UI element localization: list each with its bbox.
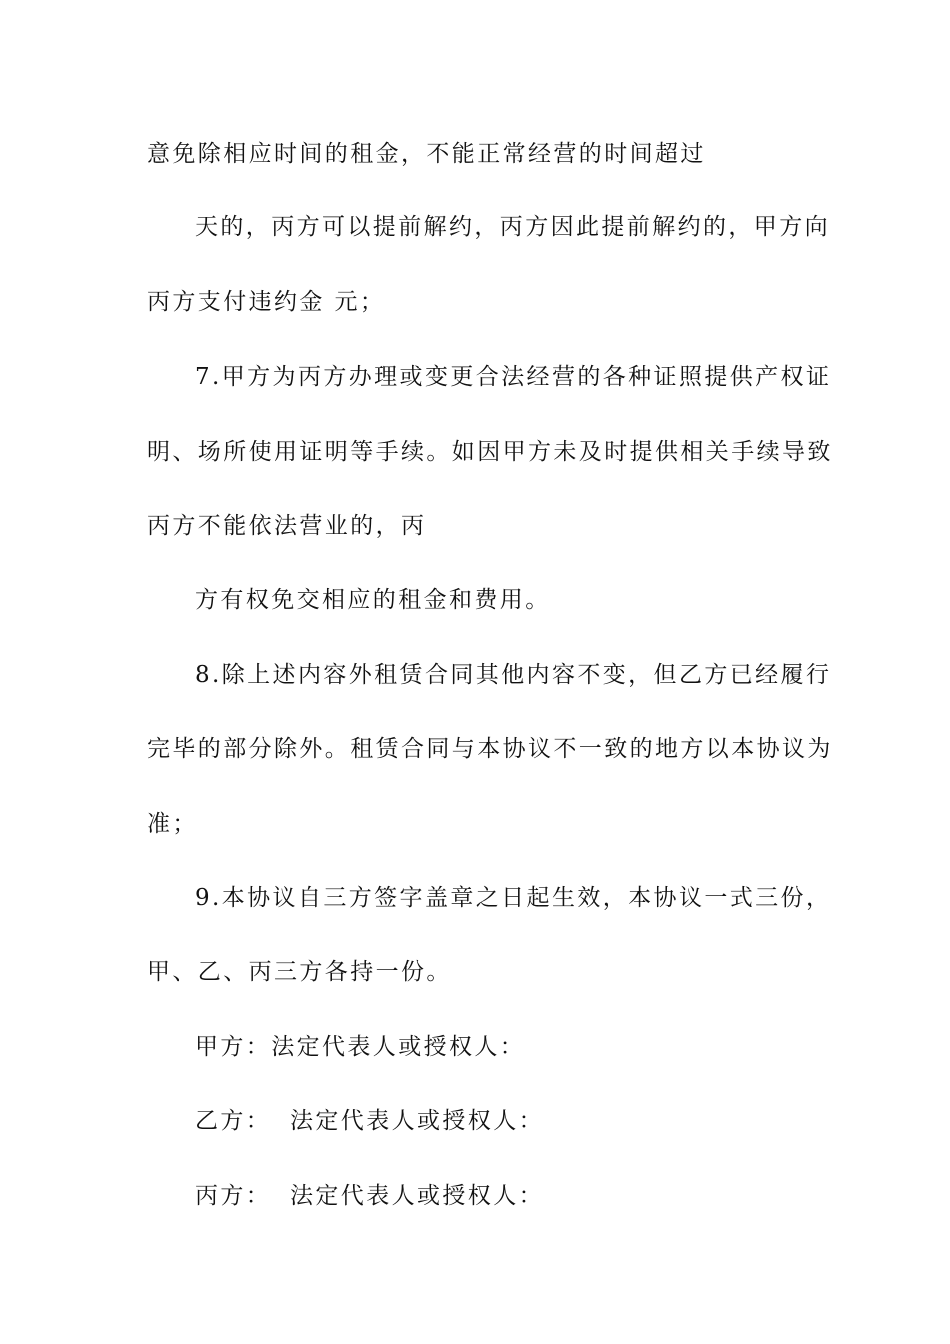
clause-8-line-2: 完毕的部分除外。租赁合同与本协议不一致的地方以本协议为: [147, 736, 833, 762]
party-c-representative: 法定代表人或授权人：: [290, 1183, 544, 1209]
clause-8-line-3: 准；: [147, 811, 198, 837]
clause-7-line-2: 明、场所使用证明等手续。如因甲方未及时提供相关手续导致: [147, 439, 833, 465]
paragraph-line-3: 丙方支付违约金 元；: [147, 289, 386, 315]
paragraph-line-1: 意免除相应时间的租金，不能正常经营的时间超过: [147, 141, 706, 167]
clause-7-line-3: 丙方不能依法营业的，丙: [147, 513, 427, 539]
clause-7-line-1: 7.甲方为丙方办理或变更合法经营的各种证照提供产权证: [195, 364, 832, 390]
clause-9-line-2: 甲、乙、丙三方各持一份。: [147, 959, 452, 985]
clause-8-line-1: 8.除上述内容外租赁合同其他内容不变，但乙方已经履行: [195, 662, 832, 688]
party-c-label: 丙方：: [195, 1183, 272, 1209]
paragraph-line-2: 天的，丙方可以提前解约，丙方因此提前解约的，甲方向: [195, 214, 830, 240]
party-b-label: 乙方：: [195, 1108, 272, 1134]
clause-7-line-4: 方有权免交相应的租金和费用。: [195, 587, 551, 613]
party-b-representative: 法定代表人或授权人：: [290, 1108, 544, 1134]
signature-party-a: 甲方：法定代表人或授权人：: [195, 1034, 526, 1060]
clause-9-line-1: 9.本协议自三方签字盖章之日起生效，本协议一式三份，: [195, 885, 832, 911]
signature-party-b: [195, 1106, 544, 1136]
signature-party-c: [195, 1181, 544, 1211]
